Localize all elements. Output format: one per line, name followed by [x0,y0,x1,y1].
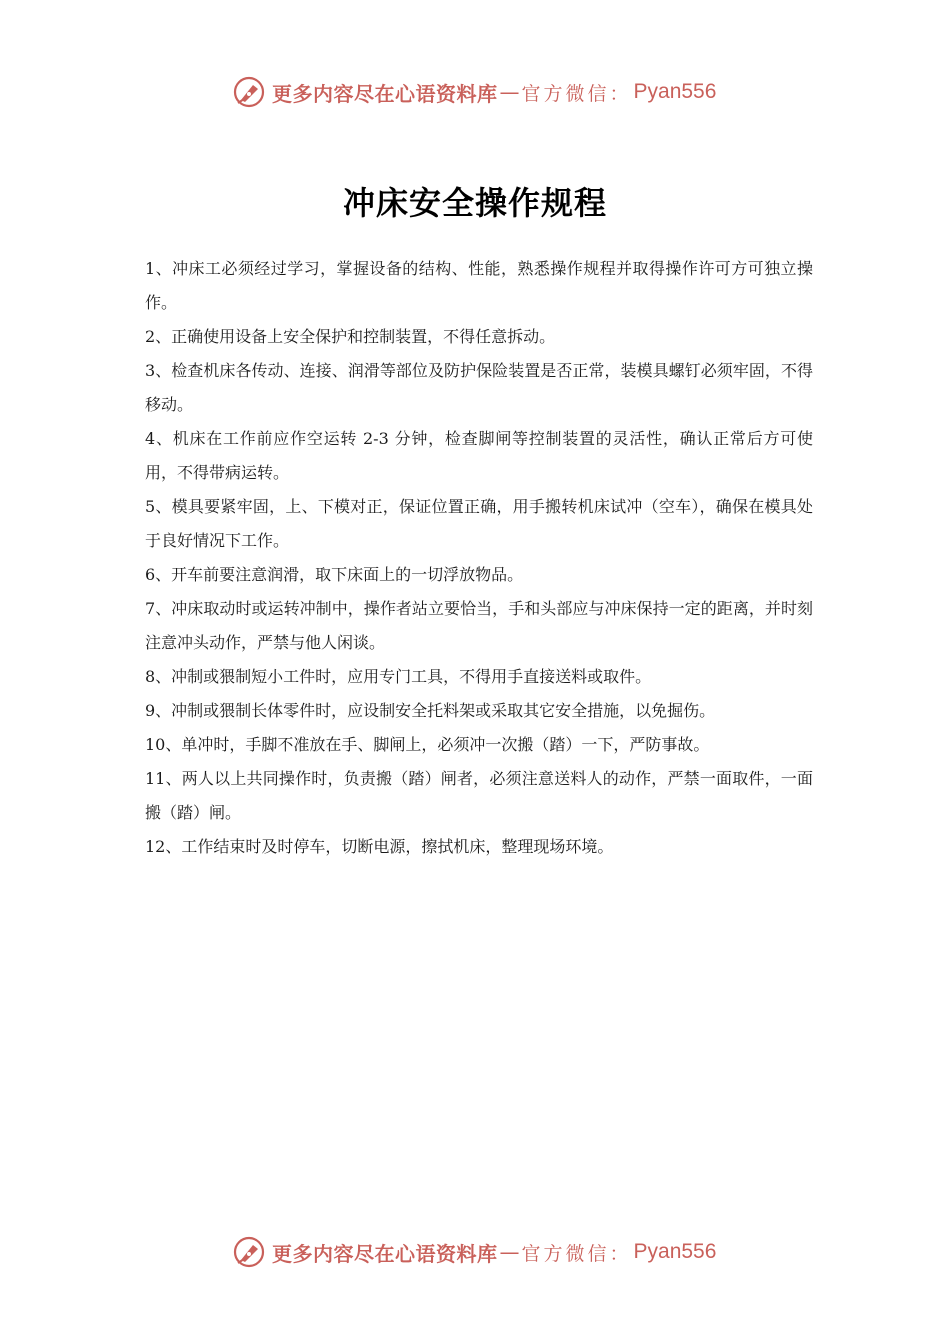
footer-banner [232,1232,752,1272]
rule-item: 5、模具要紧牢固，上、下模对正，保证位置正确，用手搬转机床试冲（空车），确保在模具处于良好情况下工作。 [145,497,813,550]
rule-item: 4、机床在工作前应作空运转 2-3 分钟，检查脚闸等控制装置的灵活性，确认正常后方可使用，不得带病运转。 [145,429,813,482]
pen-nib-logo-icon [232,75,266,109]
rule-item: 12、工作结束时及时停车，切断电源，擦拭机床，整理现场环境。 [145,837,614,856]
banner-wechat-id: Pyan556 [633,80,717,103]
header-banner [232,72,752,112]
rule-item: 2、正确使用设备上安全保护和控制装置，不得任意拆动。 [145,327,556,346]
rule-item: 8、冲制或猥制短小工件时，应用专门工具，不得用手直接送料或取件。 [145,667,652,686]
rule-item: 6、开车前要注意润滑，取下床面上的一切浮放物品。 [145,565,524,584]
rule-item: 7、冲床取动时或运转冲制中，操作者站立要恰当，手和头部应与冲床保持一定的距离，并时刻注意冲头动作，严禁与他人闲谈。 [145,599,813,652]
footer-main-text: 更多内容尽在心语资料库 [272,1241,498,1266]
page-title: 冲床安全操作规程 [342,184,607,222]
banner-wechat-label: 官方微信： [521,82,632,105]
rule-item: 11、两人以上共同操作时，负责搬（踏）闸者，必须注意送料人的动作，严禁一面取件，一面搬（踏）闸。 [145,769,813,822]
footer-wechat-label: 官方微信： [521,1242,632,1265]
rule-item: 9、冲制或猥制长体零件时，应设制安全托料架或采取其它安全措施，以免掘伤。 [145,701,716,720]
rule-item: 10、单冲时，手脚不准放在手、脚闸上，必须冲一次搬（踏）一下，严防事故。 [145,735,710,754]
banner-separator: — [499,80,520,104]
banner-main-text: 更多内容尽在心语资料库 [272,81,498,106]
rule-item: 3、检查机床各传动、连接、润滑等部位及防护保险装置是否正常，装模具螺钉必须牢固，不得移动。 [145,361,813,414]
pen-nib-logo-icon [232,1235,266,1269]
footer-wechat-id: Pyan556 [633,1240,717,1263]
rule-item: 1、冲床工必须经过学习，掌握设备的结构、性能，熟悉操作规程并取得操作许可方可独立操作。 [145,259,813,312]
footer-separator: — [499,1240,520,1264]
rules-list [145,252,813,864]
